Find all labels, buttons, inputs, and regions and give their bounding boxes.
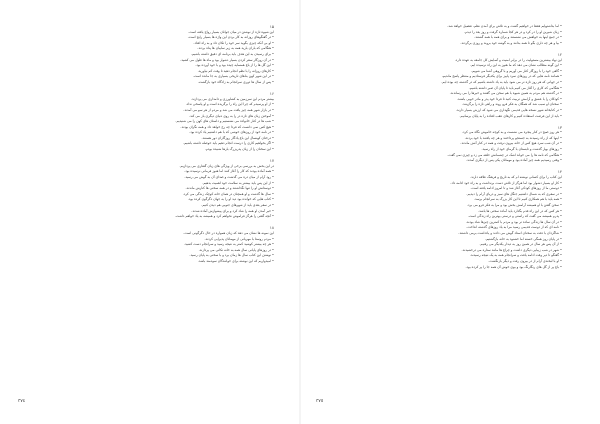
text-line: • در نامه خود از روزهای خوشی که با هم داشتیم یاد کرده بود. [189,130,274,135]
text-line: این نهاد بیشترین مسئولیت را در برابر امنیت و آسایش کل جامعه به عهده دارد. [454,57,562,62]
text-line: • هر کس که در این راه قدم بگذارد باید آماده سختی ها باشد. [478,208,562,213]
text-line: • همه باید با هم همکاری کنیم تا این کار بزرگ به سرانجام برسد. [473,197,562,202]
text-line: • در سفر بعدی باید از شهرهای جنوبی هم دیدن کنیم. [201,203,274,207]
text-line: • آنچه گفتی را هرگز فراموش نخواهم کرد و همیشه به یاد خواهم داشت. [174,214,274,219]
text-line: • آموختن زبان های تازه در را به روی دنیای دیگری باز می کند. [189,113,274,118]
text-line: • این گونه مطالب نشان می دهد که ما هنوز به این راه نرسیده ایم. [470,63,562,68]
section-number: ۱۸ [269,225,274,231]
text-line: • همانند نامه هایی که در روزهای سرد پاییز برای یکدیگر فرستادیم و منتظر پاسخ ماندیم، [441,74,562,79]
text-line: • در آن روزگار سفر کردن بسیار دشوار بود و ماه ها طول می کشید. [180,57,274,62]
text-line: • در جمع اینها به خواهش می نشستند و برای همه با همه گشتند. [474,35,562,40]
text-line: • در آن شب سرد هیچ کس از خانه بیرون نرفت و همه در کنار آتش ماندند. [460,141,562,146]
text-line: • او بی آنکه چیزی بگوید سر خود را تکان داد و به راه افتاد. [193,40,274,45]
text-line: • از این پس باید بیشتر به سلامت خود اهمیت بدهیم. [202,180,274,185]
text-line: • روزهای بهار گذشت و تابستان با گرمای خود از راه رسید. [481,147,562,152]
text-line: • در کتابخانه شهر نسخه هایی قدیمی نگهداری می شود که ارزش بسیار دارند. [455,107,562,112]
right-page-number: ٣٧٥ [316,399,324,404]
text-line: • پس از سال ها دوری سرانجام به زادگاه خود بازگشت. [197,79,274,84]
text-line: • همه آماده بودند که کار را آغاز کنند اما هنوز فرمانی نرسیده بود. [184,169,274,174]
text-line: • هنگامی که کاری را آغاز می کنیم باید تا پایان آن صبر داشته باشیم. [468,85,562,90]
text-line: • سال ها گذشت و او همچنان در همان خانه کوچک زندگی می کرد. [182,191,274,196]
text-line: • در جهانی که هر روز تازه تر می شود باید به یاد داشته باشیم که در گذشته چه بوده ایم. [441,79,562,84]
text-line: • از او پرسیدم که چرا این راه را برگزیده است و او پاسخی نداد. [185,102,274,107]
text-line: • در پایان روز همگی خسته اما خشنود به خانه بازگشتیم. [485,236,562,241]
text-line: • رود آرام از میان دره می گذشت و صدای آن به گوش می رسید. [184,175,274,180]
text-line: • در گفتگوهای روزانه به کار بردن این واژه ها بسیار رایج است. [187,35,274,40]
text-line: • هر چه بیشتر کوشید کمتر به نتیجه رسید و سرانجام دست کشید. [183,242,274,247]
text-line: این کتاب را برای کسانی نوشته ام که به تاریخ و فرهنگ علاقه دارند. [470,175,562,180]
text-line: • باغ پر از گل های رنگارنگ بود و بوی خوش آن همه جا را پر کرده بود. [465,264,562,269]
text-line: • کار او بسیار دشوار بود اما هرگز از تلاش دست برنداشت و به راه خود ادامه داد. [450,180,562,185]
text-line: • در بازار شهر همه چیز یافت می شد و مردم از هر سو می آمدند. [183,107,274,112]
text-line: • گاهی خود را با روزگار کنار می آوریم و با گروهی آشنا می شویم. [471,68,562,73]
text-line: • نامه ای که از دوست قدیمی رسید مرا به یاد روزهای گذشته انداخت. [466,225,562,230]
text-line: • شب ها در کنار خانواده می نشستیم و داستان های کهن را می شنیدیم. [175,119,274,124]
text-line: • کارهای روزانه را با نظم انجام دهید تا وقت کم نیاورید. [197,68,274,73]
text-line: • در سفری که به شمال داشتیم جنگل های سبز و دریای آرام را دیدیم. [466,191,562,196]
text-line: • زبان شیرین او را در کرد و در هر کجا شماره گرفت و روز بعد را دیدم. [463,29,562,34]
text-line: • از آن پس هر سال در همین روز به دیدار یکدیگر می رفتیم. [479,242,562,247]
text-line: • پدرم همیشه می گفت که راستی و درستی بهترین راه زندگی است. [467,214,562,219]
text-line: • امیدواریم که این نوشته برای خوانندگان سودمند باشد. [197,258,274,263]
text-line: • هنگامی که باران بارید همه به زیر سایبان ها پناه بردند. [197,46,274,51]
text-line: • دوستی ما از روزهای کودکی آغاز شد و تا امروز ادامه یافته است. [470,186,562,191]
text-line: • در این شهر کهن بناهای تاریخی بسیاری به جا مانده است. [193,74,274,79]
text-line: • این گل ها را از باغ همسایه چیده بود و با خود آورده بود. [195,63,274,68]
left-page-number: ٣٧٤ [18,399,26,404]
section-number: ۱۴ [557,169,562,175]
text-line: • اگر بخواهیم کاری را درست انجام دهیم باید حوصله داشته باشیم. [183,141,274,146]
text-line: این شیوه تازه از نوشتن در میان جوانان بسیار رواج یافته است. [188,29,274,34]
text-line: • درختان کهنسال این باغ یادگار روزگاران دور هستند. [201,135,274,140]
text-line: • خبر آمدن او همه را شاد کرد و برای پیشوازش آماده شدند. [191,208,274,213]
text-line: • شهر در شب زیبایی دیگری داشت و چراغ ها مانند ستاره می درخشیدند. [461,247,562,252]
text-line: این نمونه ها نشان می دهد که زبان همواره در حال دگرگونی است. [183,230,274,235]
text-line: در این بخش به بررسی برخی از ویژگی های زبان گفتاری می پردازیم. [179,163,274,168]
text-line: • در آن سال ها زندگی ساده تر بود و مردم با کمترین چیزها شاد بودند. [465,219,562,224]
section-number: ۱۵ [269,24,274,29]
left-page-text [30,24,274,265]
text-line: • باید از این فرصت استفاده کنیم و کارهای عقب افتاده را به پایان برسانیم. [459,113,562,118]
text-line: • شاگردان با دقت به سخنان استاد گوش می دادند و یادداشت برمی داشتند. [458,230,562,235]
text-line: • بیا و هر چه داری بگو تا همه بدانند و به گوشه خود بروند و روزی برگردند. [460,40,562,45]
text-line: • سخنان او سبب شد که همگان به فکر فرو روند و راهی تازه را برگزینند. [461,102,562,107]
text-line: • مردم روستا با مهربانی از مهمانان پذیرایی کردند. [204,236,274,241]
section-number: ۱۷ [269,158,274,164]
right-page-text [318,24,562,270]
text-line: • این سخنان را از زبان پدربزرگ بارها شنیده بودم. [204,147,274,152]
text-line: • کتاب هایی که خوانده بود دید او را به جهان دگرگون کرده بود. [187,197,274,202]
text-line: • او با لبخندی آرام از در بیرون رفت و دیگر بازنگشت. [488,258,562,263]
section-number: ۱۳ [557,124,562,130]
text-line: • اما بداشتهایم فقط در خواهیم گشت و به تلاش برای آمدن نظم، تفصیل خواهد شد. [447,24,562,28]
text-line: • هر روز صبح در کنار پنجره می نشست و به کوچه خاموش نگاه می کرد. [461,130,562,135]
text-line: • دوستانش او را تنها نگذاشتند و در همه سختی ها کنارش ماندند. [185,186,274,191]
text-line: • کودکان را با عشق و آرامش تربیت کنید تا فردا خود پدر و مادر خوبی باشند. [456,96,562,101]
text-line: • اینها که از راه رسیدند به جستجو پرداختند و هر چه یافتند با خود بردند. [464,135,562,140]
text-line: • در روزهای پایانی سال همه به خانه تکانی می پردازند. [198,247,274,252]
text-line: • در گذشته هم مردم به همین شیوه با هم سخن می گفتند و خبرها را می رساندند. [449,91,562,96]
text-line: بیشتر مردم این سرزمین به کشاورزی و دامداری می پردازند. [190,96,274,101]
right-page [300,0,600,424]
text-line: • هنگامی که نامه ها را می خواند اشک در چشمانش حلقه می زد و چیزی نمی گفت. [447,152,562,157]
section-number: ۱۲ [557,51,562,57]
text-line: • نوشتن این کتاب سال ها زمان برد و با سختی به پایان رسید. [189,253,274,258]
text-line: • هیچ کس نمی دانست که فردا چه رخ خواهد داد و همه نگران بودند. [180,124,274,129]
section-number: ۱۶ [269,91,274,97]
text-line: • سخن گفتن با او همیشه آرامش بخش بود و مرا به فکر فرو می برد. [466,203,562,207]
text-line: • برای رسیدن به این هدف باید برنامه ای دقیق داشته باشیم. [191,51,274,56]
text-line: • وقتی رسیدیم همه چیز آماده بود و مهمانان یکی پس از دیگری آمدند. [466,158,562,163]
text-line: • گفتگو تا دیر وقت ادامه یافت و سرانجام همه به یک نتیجه رسیدند. [469,253,562,258]
